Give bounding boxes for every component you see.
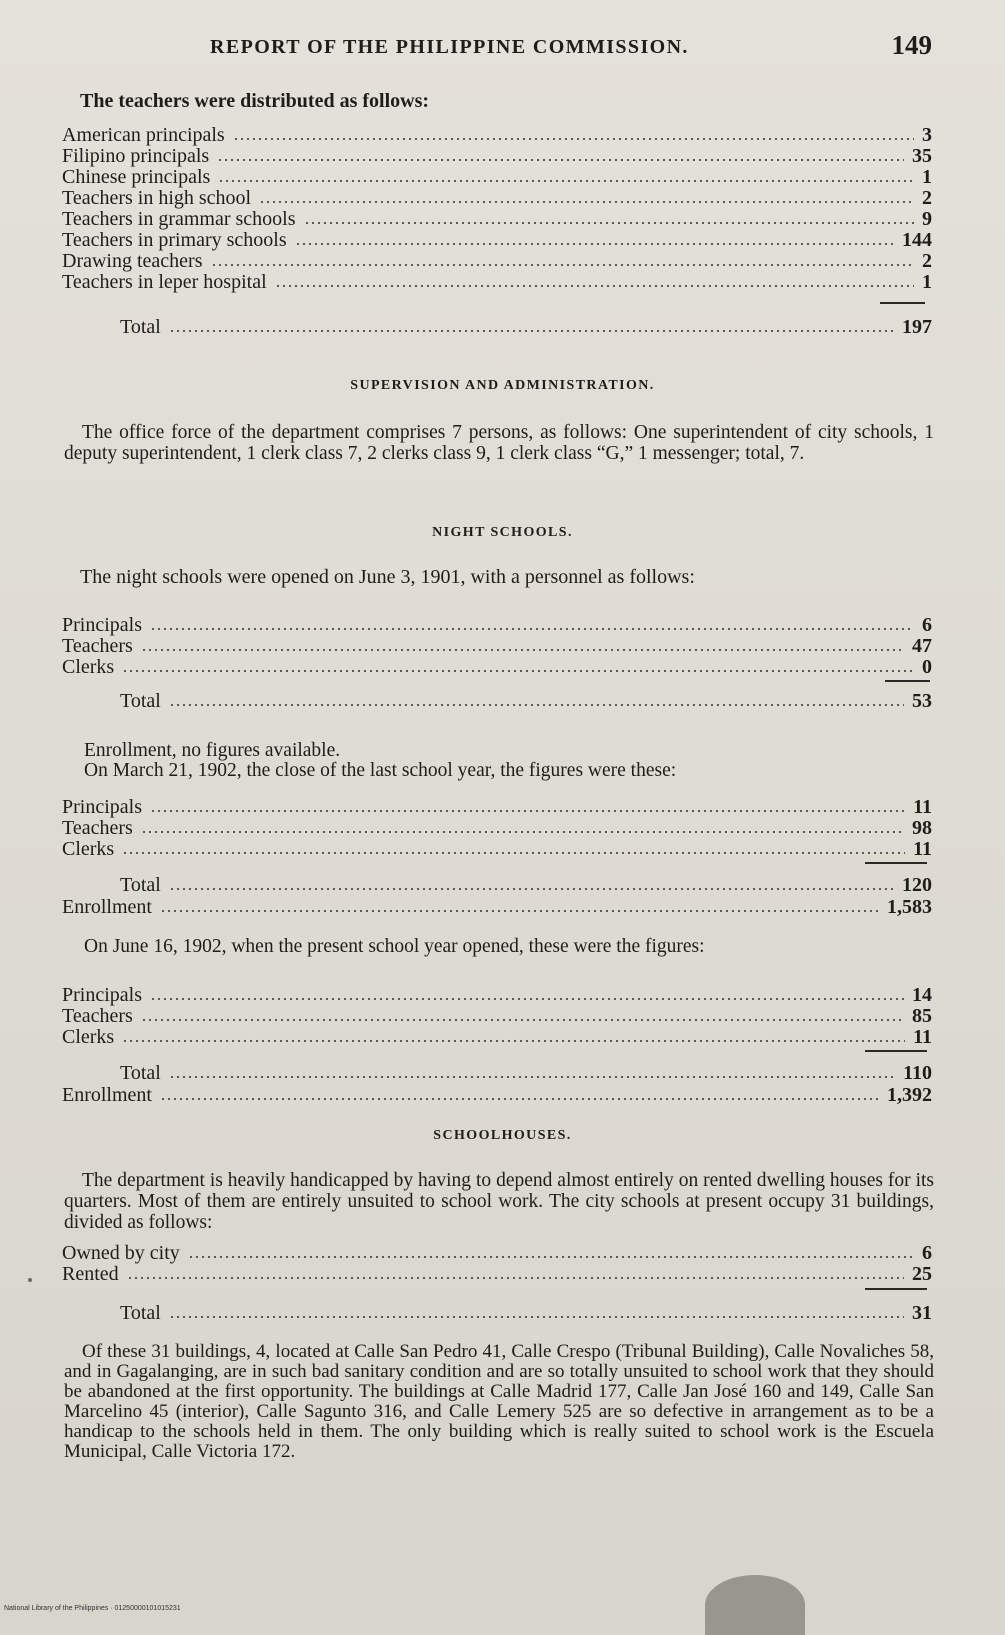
- night-total-row: [62, 690, 932, 712]
- row-label: Principals: [62, 796, 142, 818]
- row-value: 1: [922, 166, 932, 188]
- row-label: Teachers in primary schools: [62, 229, 287, 251]
- row-label: Principals: [62, 614, 142, 636]
- night-row: [62, 656, 932, 678]
- sum-rule: [865, 1050, 927, 1052]
- row-label: Chinese principals: [62, 166, 211, 188]
- row-value: 11: [913, 1026, 932, 1048]
- sum-rule: [885, 680, 930, 682]
- running-head: [60, 32, 930, 68]
- total-label: Total: [120, 316, 161, 338]
- row-label: Owned by city: [62, 1242, 180, 1264]
- scan-mark: [28, 1278, 32, 1282]
- march-row: [62, 817, 932, 839]
- teachers-row: [62, 145, 932, 167]
- total-value: 120: [902, 874, 932, 896]
- total-value: 31: [912, 1302, 932, 1324]
- section-heading-supervision: SUPERVISION AND ADMINISTRATION.: [350, 378, 655, 393]
- sum-rule: [880, 302, 925, 304]
- building-row: [62, 1263, 932, 1285]
- march-row: [62, 796, 932, 818]
- row-value: 2: [922, 250, 932, 272]
- total-label: Total: [120, 874, 161, 896]
- row-label: Teachers: [62, 817, 133, 839]
- teachers-row: [62, 124, 932, 146]
- night-schools-intro: The night schools were opened on June 3, 1901, with a personnel as follows:: [80, 566, 695, 588]
- enrollment-note: Enrollment, no figures available.: [84, 740, 341, 761]
- row-label: Teachers in high school: [62, 187, 252, 209]
- row-value: 6: [922, 1242, 932, 1264]
- row-label: Rented: [62, 1263, 119, 1285]
- total-value: 53: [912, 690, 932, 712]
- row-value: 9: [922, 208, 932, 230]
- night-row: [62, 614, 932, 636]
- night-row: [62, 635, 932, 657]
- page-number: 149: [891, 30, 932, 60]
- section-heading-schoolhouses: SCHOOLHOUSES.: [433, 1128, 572, 1143]
- sum-rule: [865, 862, 927, 864]
- total-value: 110: [903, 1062, 932, 1084]
- june-total-row: [62, 1062, 932, 1084]
- row-value: 11: [913, 838, 932, 860]
- row-label: Teachers: [62, 1005, 133, 1027]
- total-label: Total: [120, 1062, 161, 1084]
- sum-rule: [865, 1288, 927, 1290]
- row-value: 11: [913, 796, 932, 818]
- section-heading-night-schools: NIGHT SCHOOLS.: [432, 525, 573, 540]
- teachers-row: [62, 187, 932, 209]
- row-value: 2: [922, 187, 932, 209]
- row-label: Teachers in grammar schools: [62, 208, 296, 230]
- row-label: Clerks: [62, 656, 115, 678]
- teachers-row: [62, 271, 932, 293]
- enrollment-value: 1,392: [887, 1084, 932, 1106]
- row-label: Clerks: [62, 1026, 115, 1048]
- june-row: [62, 1005, 932, 1027]
- row-value: 3: [922, 124, 932, 146]
- row-label: Teachers in leper hospital: [62, 271, 267, 293]
- closing-paragraph: Of these 31 buildings, 4, located at Calle San Pedro 41, Calle Crespo (Tribunal Building), Calle Novaliches 58, and in Gagalanging, are in such bad sanitary condition and are so totally unsuited to school work that they should be abandoned at the first opportunity. The buildings at Calle Madrid 177, Calle Jan José 160 and 149, Calle San Marcelino 45 (interior), Calle Sagunto 316, and Calle Lemery 525 are so defective in arrangement as to be a handicap to the schools held in them. The only building which is really suited to school work is the Escuela Municipal, Calle Victoria 172.: [64, 1341, 934, 1462]
- row-label: American principals: [62, 124, 225, 146]
- enrollment-label: Enrollment: [62, 896, 152, 918]
- row-value: 98: [912, 817, 932, 839]
- enrollment-label: Enrollment: [62, 1084, 152, 1106]
- schoolhouses-paragraph: The department is heavily handicapped by having to depend almost entirely on rented dwelling houses for its quarters. Most of them are entirely unsuited to school work. The city schools at present occupy 31 buildings, divided as follows:: [64, 1170, 934, 1233]
- june-row: [62, 984, 932, 1006]
- thumb-shadow: [705, 1575, 805, 1635]
- row-value: 1: [922, 271, 932, 293]
- row-value: 14: [912, 984, 932, 1006]
- row-value: 25: [912, 1263, 932, 1285]
- building-total-row: [62, 1302, 932, 1324]
- teachers-total-row: [62, 316, 932, 338]
- total-value: 197: [902, 316, 932, 338]
- march-enrollment-row: [62, 896, 932, 918]
- building-row: [62, 1242, 932, 1264]
- row-value: 47: [912, 635, 932, 657]
- teachers-row: [62, 166, 932, 188]
- supervision-paragraph: The office force of the department comprises 7 persons, as follows: One superintendent of city schools, 1 deputy superintendent, 1 clerk class 7, 2 clerks class 9, 1 clerk class “G,” 1 messenger; total, 7.: [64, 422, 934, 464]
- row-value: 144: [902, 229, 932, 251]
- teachers-row: [62, 208, 932, 230]
- enrollment-value: 1,583: [887, 896, 932, 918]
- row-value: 85: [912, 1005, 932, 1027]
- row-value: 35: [912, 145, 932, 167]
- teachers-row: [62, 229, 932, 251]
- june-row: [62, 1026, 932, 1048]
- row-label: Clerks: [62, 838, 115, 860]
- teachers-intro: The teachers were distributed as follows:: [80, 90, 430, 112]
- row-label: Drawing teachers: [62, 250, 203, 272]
- row-label: Principals: [62, 984, 142, 1006]
- march-row: [62, 838, 932, 860]
- teachers-row: [62, 250, 932, 272]
- row-label: Filipino principals: [62, 145, 210, 167]
- running-title: REPORT OF THE PHILIPPINE COMMISSION.: [210, 36, 689, 58]
- row-label: Teachers: [62, 635, 133, 657]
- june-enrollment-row: [62, 1084, 932, 1106]
- scan-footer: National Library of the Philippines · 01250000101015231: [4, 1605, 181, 1612]
- row-value: 0: [922, 656, 932, 678]
- march-total-row: [62, 874, 932, 896]
- june-intro: On June 16, 1902, when the present school year opened, these were the figures:: [84, 936, 705, 957]
- row-value: 6: [922, 614, 932, 636]
- total-label: Total: [120, 690, 161, 712]
- march-intro: On March 21, 1902, the close of the last school year, the figures were these:: [84, 760, 677, 781]
- total-label: Total: [120, 1302, 161, 1324]
